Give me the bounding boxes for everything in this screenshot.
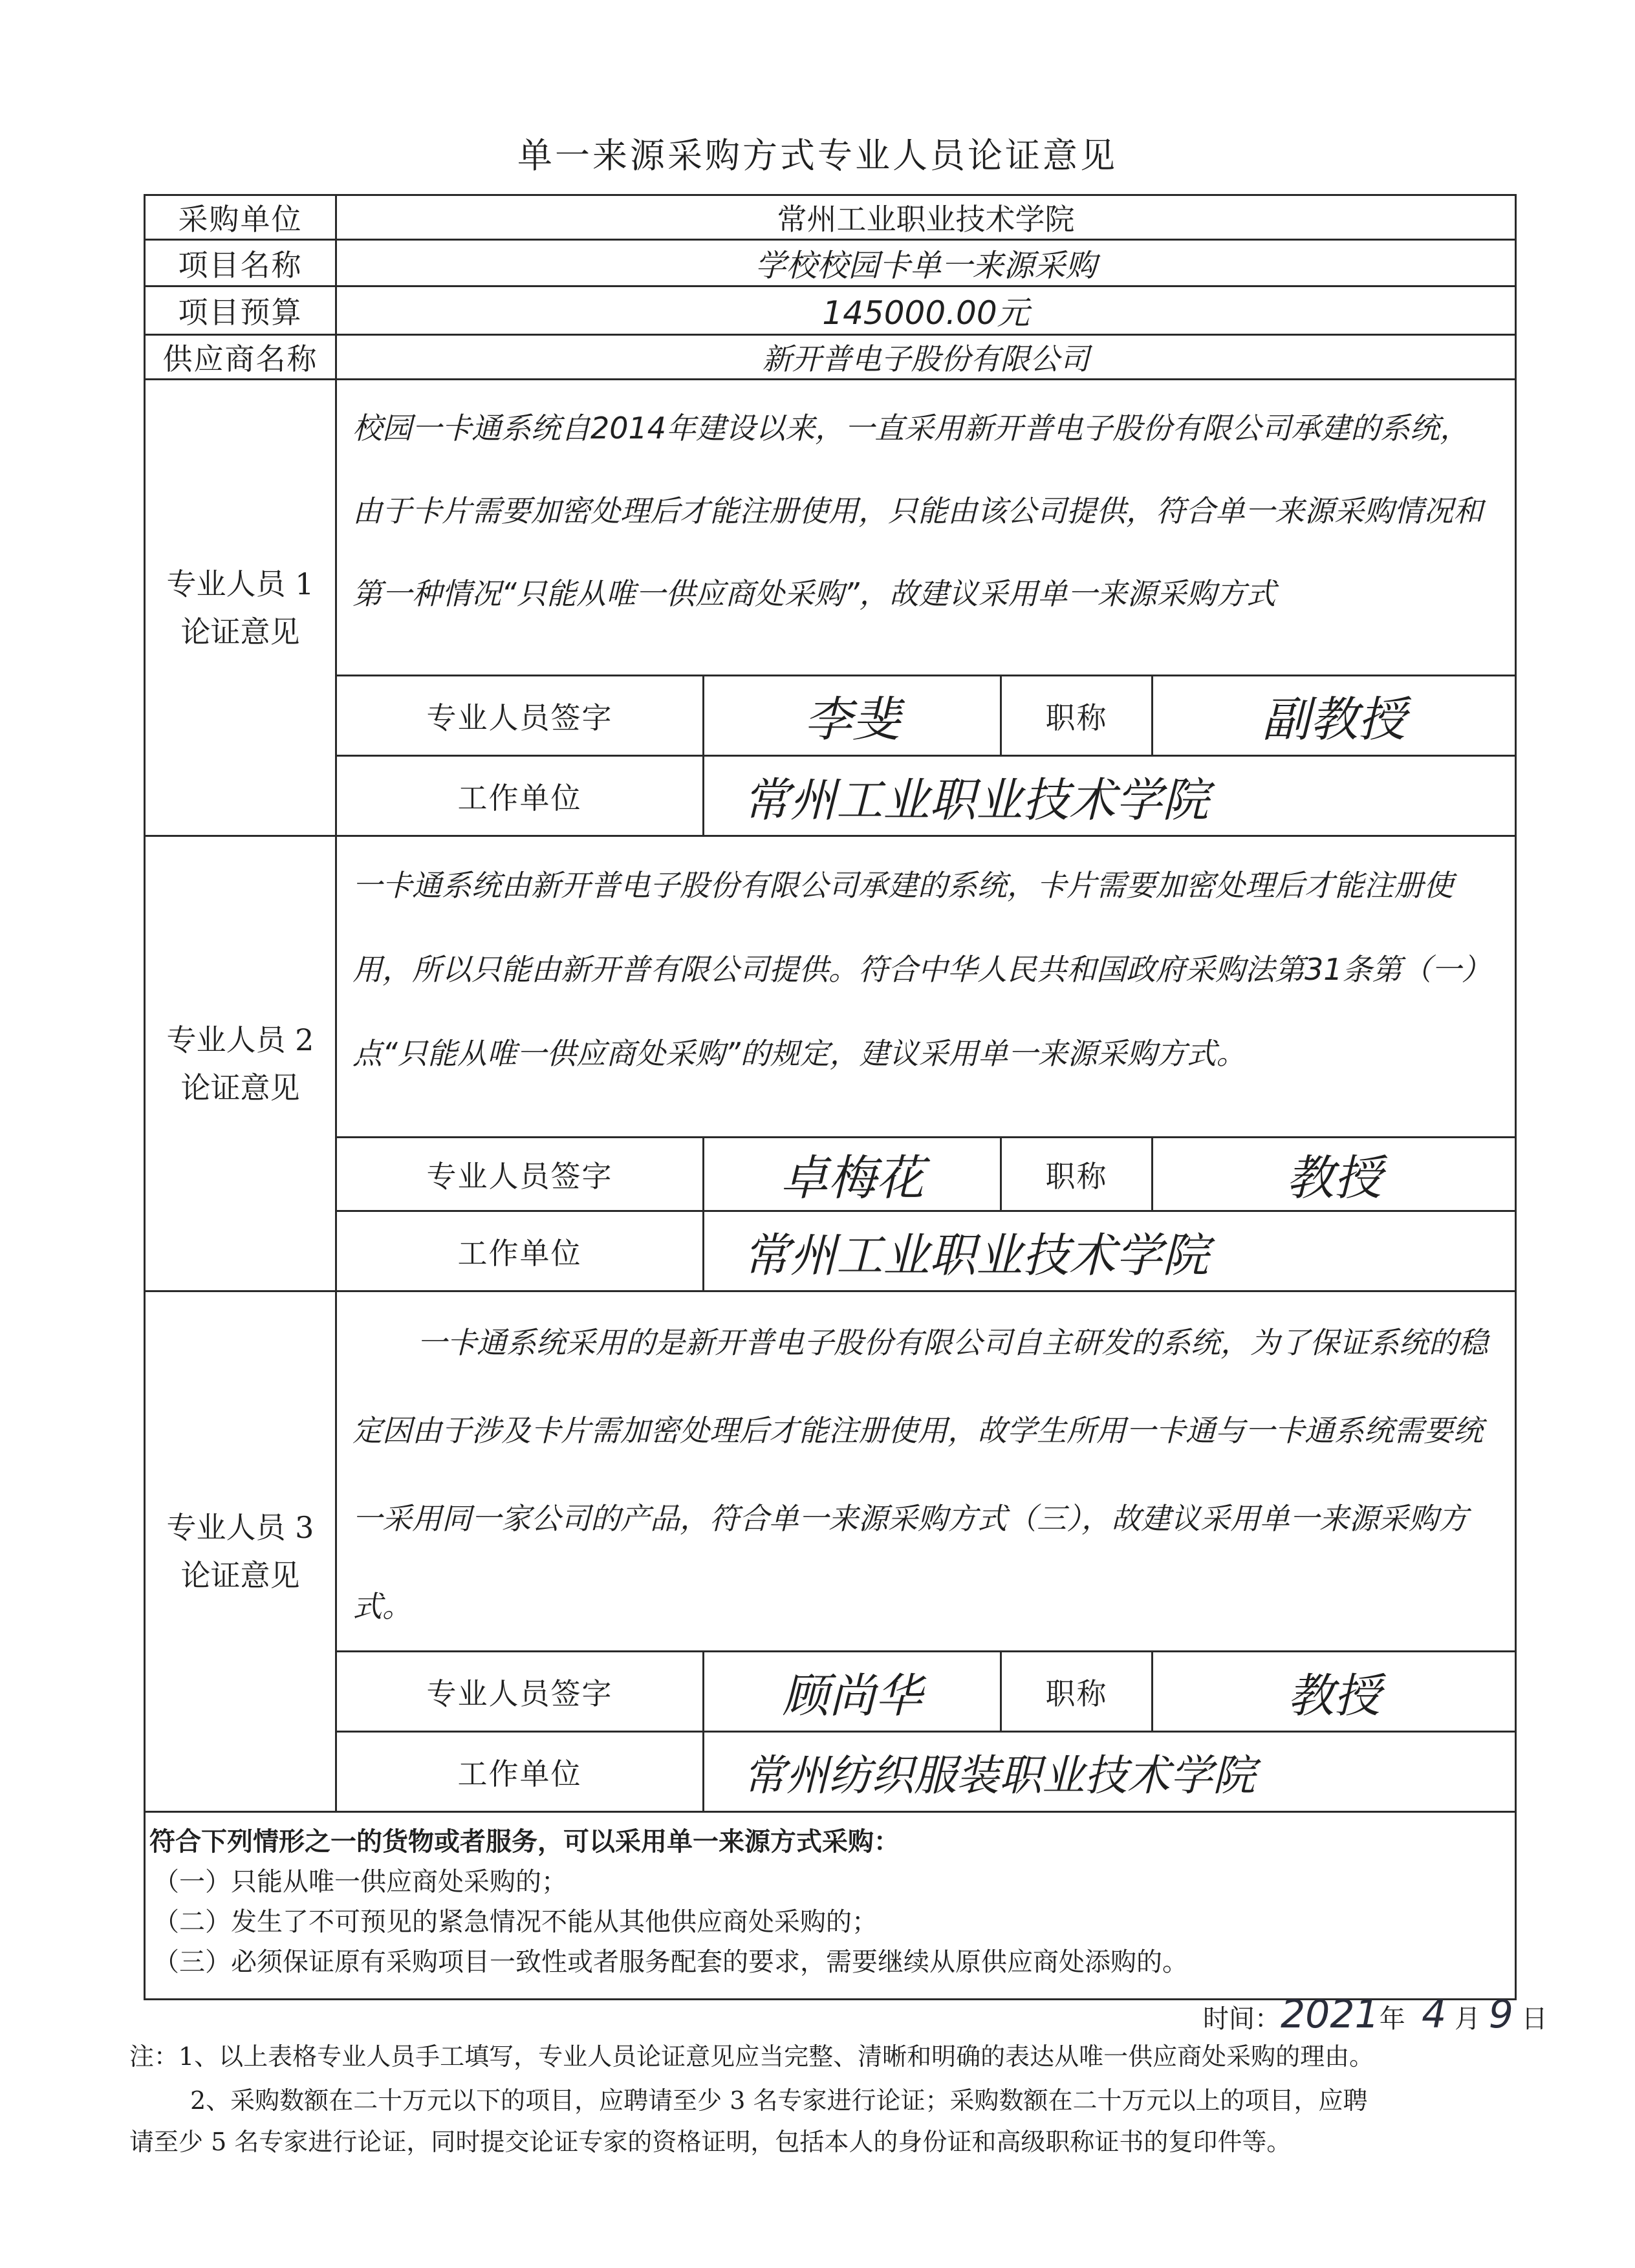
condition-item-3: （三）必须保证原有采购项目一致性或者服务配套的要求，需要继续从原供应商处添购的。 xyxy=(153,1947,1188,1977)
expert-1-sign-label: 专业人员签字 xyxy=(336,676,704,756)
expert-1-label-line1: 专业人员 1 xyxy=(166,566,314,601)
value-project-budget: 145000.00元 xyxy=(336,286,1516,335)
footnote-2-line2: 请至少 5 名专家进行论证，同时提交论证专家的资格证明，包括本人的身份证和高级职称证书的复印件等。 xyxy=(129,2128,1292,2156)
expert-2-unit-label: 工作单位 xyxy=(336,1211,704,1291)
expert-2-title-value: 教授 xyxy=(1153,1138,1516,1211)
expert-2-unit-value: 常州工业职业技术学院 xyxy=(704,1211,1516,1291)
expert-2-label-line2: 论证意见 xyxy=(180,1070,300,1105)
expert-3-label-line1: 专业人员 3 xyxy=(166,1510,314,1545)
expert-1-sign-row xyxy=(145,676,1516,756)
expert-3-sign-label: 专业人员签字 xyxy=(336,1652,704,1732)
expert-3-unit-row xyxy=(145,1732,1516,1812)
expert-2-label xyxy=(145,836,336,1291)
expert-3-unit-label: 工作单位 xyxy=(336,1732,704,1812)
label-supplier-name: 供应商名称 xyxy=(145,335,336,380)
expert-1-title-label: 职称 xyxy=(1001,676,1153,756)
date-year: 2021 xyxy=(1281,1992,1380,2037)
expert-3-sign-row xyxy=(145,1652,1516,1732)
expert-2-title-label: 职称 xyxy=(1001,1138,1153,1211)
expert-2-sign-label: 专业人员签字 xyxy=(336,1138,704,1211)
expert-1-opinion: 校园一卡通系统自2014年建设以来，一直采用新开普电子股份有限公司承建的系统，由于卡片需要加密处理后才能注册使用，只能由该公司提供，符合单一来源采购情况和第一种情况“只能从唯一供应商处采购”，故建议采用单一来源采购方式 xyxy=(336,380,1516,676)
expert-2-label-line1: 专业人员 2 xyxy=(166,1022,314,1057)
expert-3-unit-value: 常州纺织服装职业技术学院 xyxy=(704,1732,1516,1812)
value-supplier-name: 新开普电子股份有限公司 xyxy=(336,335,1516,380)
expert-2-opinion-row xyxy=(145,836,1516,1138)
expert-3-title-label: 职称 xyxy=(1001,1652,1153,1732)
expert-1-unit-value: 常州工业职业技术学院 xyxy=(704,756,1516,836)
expert-2-opinion: 一卡通系统由新开普电子股份有限公司承建的系统，卡片需要加密处理后才能注册使用，所以只能由新开普有限公司提供。符合中华人民共和国政府采购法第31条第（一）点“只能从唯一供应商处采购”的规定，建议采用单一来源采购方式。 xyxy=(336,836,1516,1138)
expert-2-unit-row xyxy=(145,1211,1516,1291)
expert-3-opinion-row xyxy=(145,1291,1516,1652)
condition-item-1: （一）只能从唯一供应商处采购的； xyxy=(153,1867,567,1897)
expert-3-label-line2: 论证意见 xyxy=(180,1558,300,1593)
expert-3-title-value: 教授 xyxy=(1153,1652,1516,1732)
condition-item-2: （二）发生了不可预见的紧急情况不能从其他供应商处采购的； xyxy=(153,1907,878,1937)
date-month-unit: 月 xyxy=(1455,2004,1481,2034)
argument-form-table xyxy=(144,194,1517,2000)
expert-1-label xyxy=(145,380,336,836)
value-project-name: 学校校园卡单一来源采购 xyxy=(336,240,1516,286)
row-supplier-name xyxy=(145,335,1516,380)
expert-1-unit-row xyxy=(145,756,1516,836)
label-project-name: 项目名称 xyxy=(145,240,336,286)
conditions-row xyxy=(145,1812,1516,2000)
date-label: 时间： xyxy=(1203,2004,1281,2034)
expert-1-label-line2: 论证意见 xyxy=(180,614,300,649)
row-purchasing-unit xyxy=(145,195,1516,240)
date-year-unit: 年 xyxy=(1379,2004,1405,2034)
expert-1-title-value: 副教授 xyxy=(1153,676,1516,756)
expert-1-opinion-row xyxy=(145,380,1516,676)
footnote-2-line1: 2、采购数额在二十万元以下的项目，应聘请至少 3 名专家进行论证；采购数额在二十万元以上的项目，应聘 xyxy=(190,2086,1368,2115)
date-line xyxy=(1203,1992,1548,2037)
conditions-cell xyxy=(145,1812,1516,2000)
footnote-1: 注：1、以上表格专业人员手工填写，专业人员论证意见应当完整、清晰和明确的表达从唯一供应商处采购的理由。 xyxy=(129,2042,1374,2071)
expert-2-sign-row xyxy=(145,1138,1516,1211)
conditions-heading: 符合下列情形之一的货物或者服务，可以采用单一来源方式采购： xyxy=(149,1826,900,1857)
row-project-name xyxy=(145,240,1516,286)
date-month: 4 xyxy=(1422,1992,1447,2037)
expert-2-signature: 卓梅花 xyxy=(704,1138,1001,1211)
expert-3-opinion: 一卡通系统采用的是新开普电子股份有限公司自主研发的系统，为了保证系统的稳定因由于涉及卡片需加密处理后才能注册使用，故学生所用一卡通与一卡通系统需要统一采用同一家公司的产品，符合单一来源采购方式（三），故建议采用单一来源采购方式。 xyxy=(336,1291,1516,1652)
page-title: 单一来源采购方式专业人员论证意见 xyxy=(517,135,1118,176)
date-day: 9 xyxy=(1488,1992,1513,2037)
row-project-budget xyxy=(145,286,1516,335)
label-project-budget: 项目预算 xyxy=(145,286,336,335)
expert-3-label xyxy=(145,1291,336,1812)
label-purchasing-unit: 采购单位 xyxy=(145,195,336,240)
expert-1-signature: 李斐 xyxy=(704,676,1001,756)
value-purchasing-unit: 常州工业职业技术学院 xyxy=(336,195,1516,240)
date-day-unit: 日 xyxy=(1521,2004,1548,2034)
expert-1-unit-label: 工作单位 xyxy=(336,756,704,836)
expert-3-signature: 顾尚华 xyxy=(704,1652,1001,1732)
